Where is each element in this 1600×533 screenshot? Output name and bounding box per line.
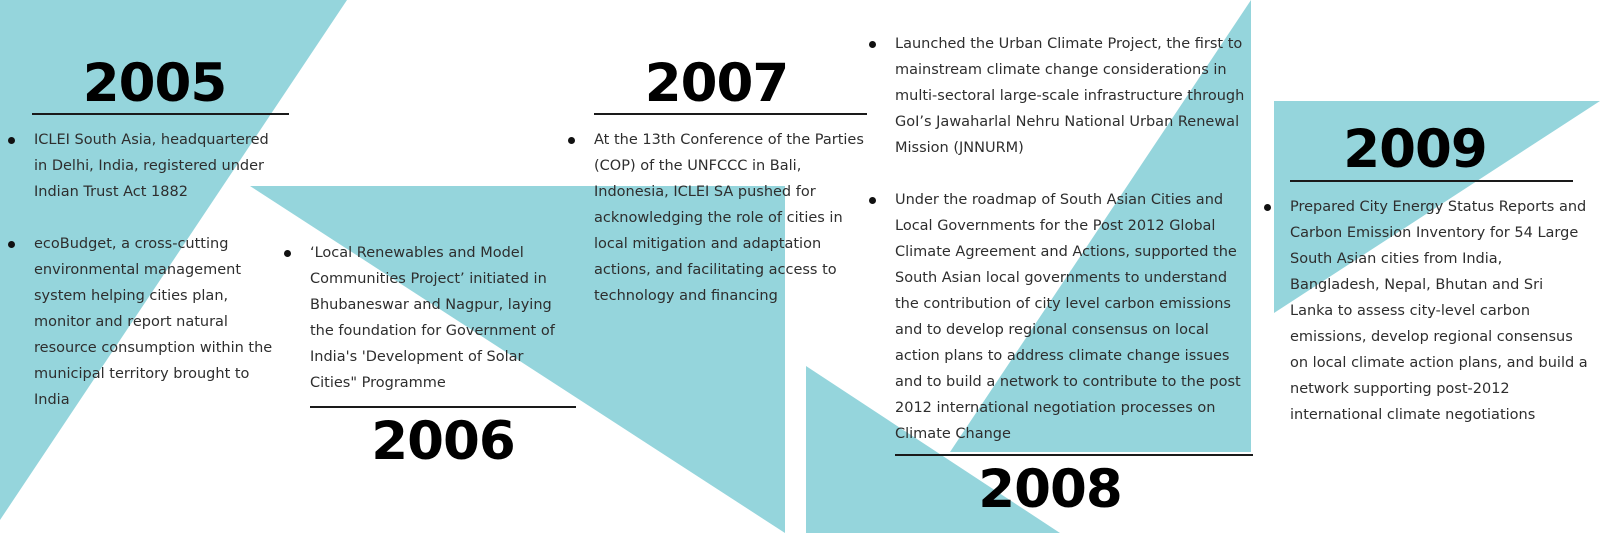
divider-2007 <box>594 113 867 115</box>
list-2009 <box>1276 194 1588 428</box>
year-2008: 2008 <box>978 459 1122 520</box>
list-item: ICLEI South Asia, headquartered in Delhi, India, registered under Indian Trust Act 1882 <box>20 127 280 205</box>
list-2008 <box>881 31 1251 447</box>
list-item: ‘Local Renewables and Model Communities Project’ initiated in Bhubaneswar and Nagpur, laying the foundation for Government of India's 'Development of Solar Cities" Programme <box>296 240 568 396</box>
list-item: Launched the Urban Climate Project, the first to mainstream climate change considerations in multi-sectoral large-scale infrastructure through GoI’s Jawaharlal Nehru National Urban Renewal Mission (JNNURM) <box>881 31 1251 161</box>
list-item: Prepared City Energy Status Reports and Carbon Emission Inventory for 54 Large South Asian cities from India, Bangladesh, Nepal, Bhutan and Sri Lanka to assess city-level carbon emissions, develop regional consensus on local climate action plans, and build a network supporting post-2012 international climate negotiations <box>1276 194 1588 428</box>
list-item: ecoBudget, a cross-cutting environmental management system helping cities plan, monitor and report natural resource consumption within the municipal territory brought to India <box>20 231 280 413</box>
divider-2006 <box>310 406 576 408</box>
year-2007: 2007 <box>644 53 789 114</box>
divider-2005 <box>32 113 289 115</box>
list-2006 <box>296 240 568 396</box>
list-2007 <box>580 127 870 309</box>
year-2006: 2006 <box>371 411 515 472</box>
year-2009: 2009 <box>1343 119 1487 180</box>
year-2005: 2005 <box>82 53 227 114</box>
divider-2008 <box>895 454 1253 456</box>
list-item: Under the roadmap of South Asian Cities and Local Governments for the Post 2012 Global Climate Agreement and Actions, supported the South Asian local governments to understand the contribution of city level carbon emissions and to develop regional consensus on local action plans to address climate change issues and to build a network to contribute to the post 2012 international negotiation processes on Climate Change <box>881 187 1251 447</box>
list-2005 <box>20 127 280 413</box>
list-item: At the 13th Conference of the Parties (COP) of the UNFCCC in Bali, Indonesia, ICLEI SA pushed for acknowledging the role of cities in local mitigation and adaptation actions, and facilitating access to technology and financing <box>580 127 870 309</box>
divider-2009 <box>1290 180 1573 182</box>
